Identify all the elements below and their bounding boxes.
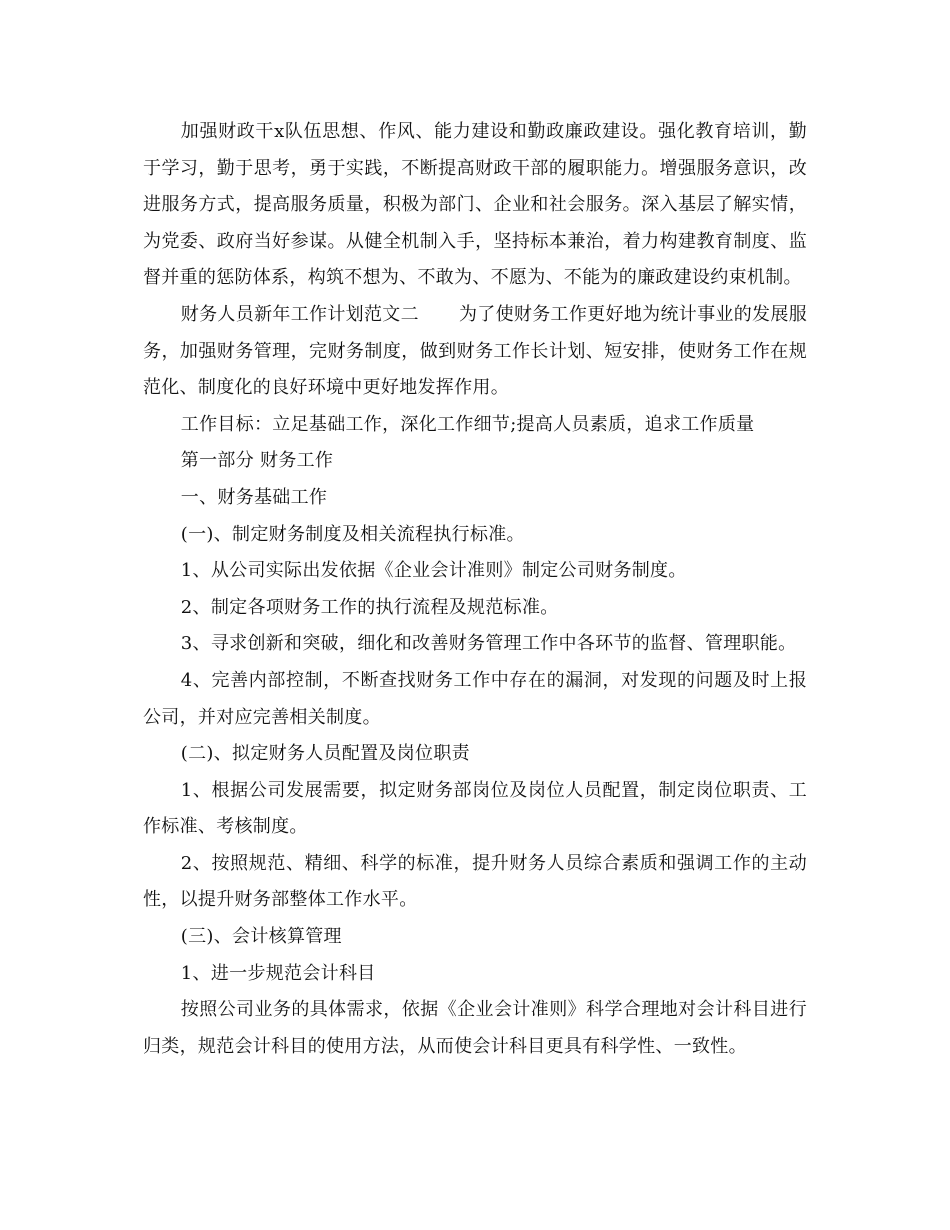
subheading-staffing: (二)、拟定财务人员配置及岗位职责 <box>180 743 470 765</box>
document-body <box>143 114 807 1065</box>
staffing-item-2: 2、按照规范、精细、科学的标准，提升财务人员综合素质和强调工作的主动性，以提升财务部整体工作水平。 <box>143 852 807 911</box>
paragraph-finance-cadre: 加强财政干x队伍思想、作风、能力建设和勤政廉政建设。强化教育培训，勤于学习，勤于思考，勇于实践，不断提高财政干部的履职能力。增强服务意识，改进服务方式，提高服务质量，积极为部门、企业和社会服务。深入基层了解实情，为党委、政府当好参谋。从健全机制入手，坚持标本兼治，着力构建教育制度、监督并重的惩防体系，构筑不想为、不敢为、不愿为、不能为的廉政建设约束机制。 <box>143 121 807 289</box>
list-item-4: 4、完善内部控制，不断查找财务工作中存在的漏洞，对发现的问题及时上报公司，并对应完善相关制度。 <box>143 669 807 728</box>
plan-purpose-text: 为了使财务工作更好地为统计事业的发展服务，加强财务管理，完财务制度，做到财务工作长计划、短安排，使财务工作在规范化、制度化的良好环境中更好地发挥作用。 <box>143 303 807 399</box>
subheading-accounting: (三)、会计核算管理 <box>180 926 342 948</box>
paragraph-accounting-subjects: 按照公司业务的具体需求，依据《企业会计准则》科学合理地对会计科目进行归类，规范会计科目的使用方法，从而使会计科目更具有科学性、一致性。 <box>143 999 807 1057</box>
list-item-3: 3、寻求创新和突破，细化和改善财务管理工作中各环节的监督、管理职能。 <box>180 633 797 655</box>
accounting-item-1: 1、进一步规范会计科目 <box>180 962 376 984</box>
subheading-system-standards: (一)、制定财务制度及相关流程执行标准。 <box>180 523 525 545</box>
section-title-plan-two: 财务人员新年工作计划范文二 <box>180 303 419 325</box>
paragraph-plan-intro <box>143 297 807 407</box>
paragraph-work-goal: 工作目标：立足基础工作，深化工作细节;提高人员素质，追求工作质量 <box>180 413 755 435</box>
staffing-item-1: 1、根据公司发展需要，拟定财务部岗位及岗位人员配置，制定岗位职责、工作标准、考核制度。 <box>143 779 807 838</box>
heading-part-one: 第一部分 财务工作 <box>180 450 334 472</box>
list-item-1: 1、从公司实际出发依据《企业会计准则》制定公司财务制度。 <box>180 560 687 582</box>
list-item-2: 2、制定各项财务工作的执行流程及规范标准。 <box>180 596 559 618</box>
heading-basic-work: 一、财务基础工作 <box>180 486 328 508</box>
